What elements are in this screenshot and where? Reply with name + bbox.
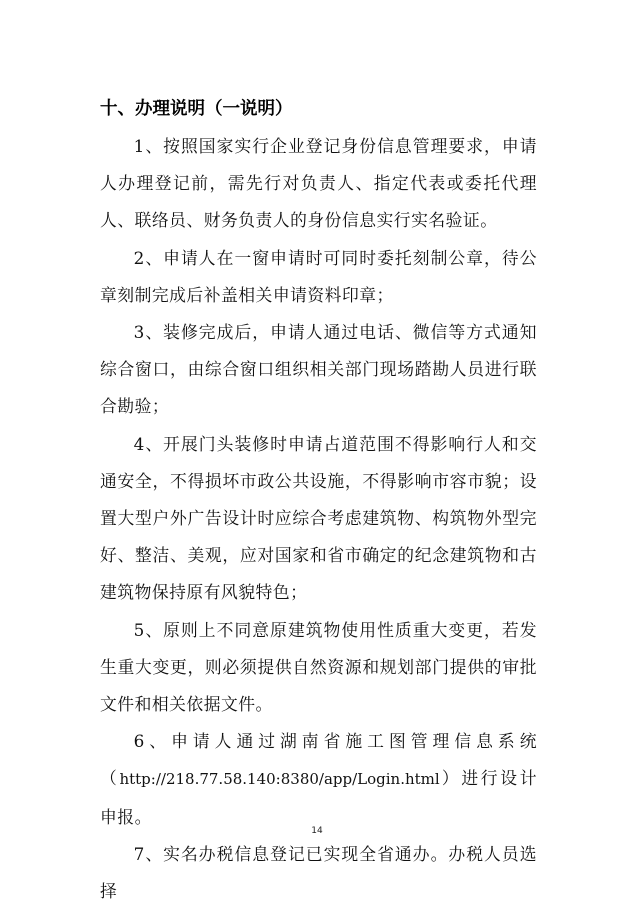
instruction-item-6 — [100, 723, 537, 836]
instruction-item-6-tail: ）进行设计申报。 — [100, 768, 537, 827]
instruction-item-2: 2、申请人在一窗申请时可同时委托刻制公章，待公章刻制完成后补盖相关申请资料印章； — [100, 247, 537, 305]
instructions-body — [100, 128, 537, 910]
instruction-item-1: 1、按照国家实行企业登记身份信息管理要求，申请人办理登记前，需先行对负责人、指定代表或委托代理人、联络员、财务负责人的身份信息实行实名验证。 — [100, 136, 537, 231]
page-number: 14 — [311, 826, 323, 836]
instruction-item-5: 5、原则上不同意原建筑物使用性质重大变更，若发生重大变更，则必须提供自然资源和规划部门提供的审批文件和相关依据文件。 — [100, 619, 537, 715]
instruction-item-4: 4、开展门头装修时申请占道范围不得影响行人和交通安全，不得损坏市政公共设施，不得影响市容市貌；设置大型户外广告设计时应综合考虑建筑物、构筑物外型完好、整洁、美观，应对国家和省市确定的纪念建筑物和古建筑物保持原有风貌特色； — [100, 433, 537, 603]
instruction-item-7: 7、实名办税信息登记已实现全省通办。办税人员选择 — [100, 843, 537, 902]
instruction-item-3: 3、装修完成后，申请人通过电话、微信等方式通知综合窗口，由综合窗口组织相关部门现场踏勘人员进行联合勘验； — [100, 322, 537, 417]
instruction-item-6-lead: 6、申请人通过湖南省施工图管理信息系统（ — [100, 731, 537, 789]
section-heading: 十、办理说明（一说明） — [100, 99, 293, 119]
system-url-link[interactable]: http://218.77.58.140:8380/app/Login.html — [119, 770, 440, 789]
